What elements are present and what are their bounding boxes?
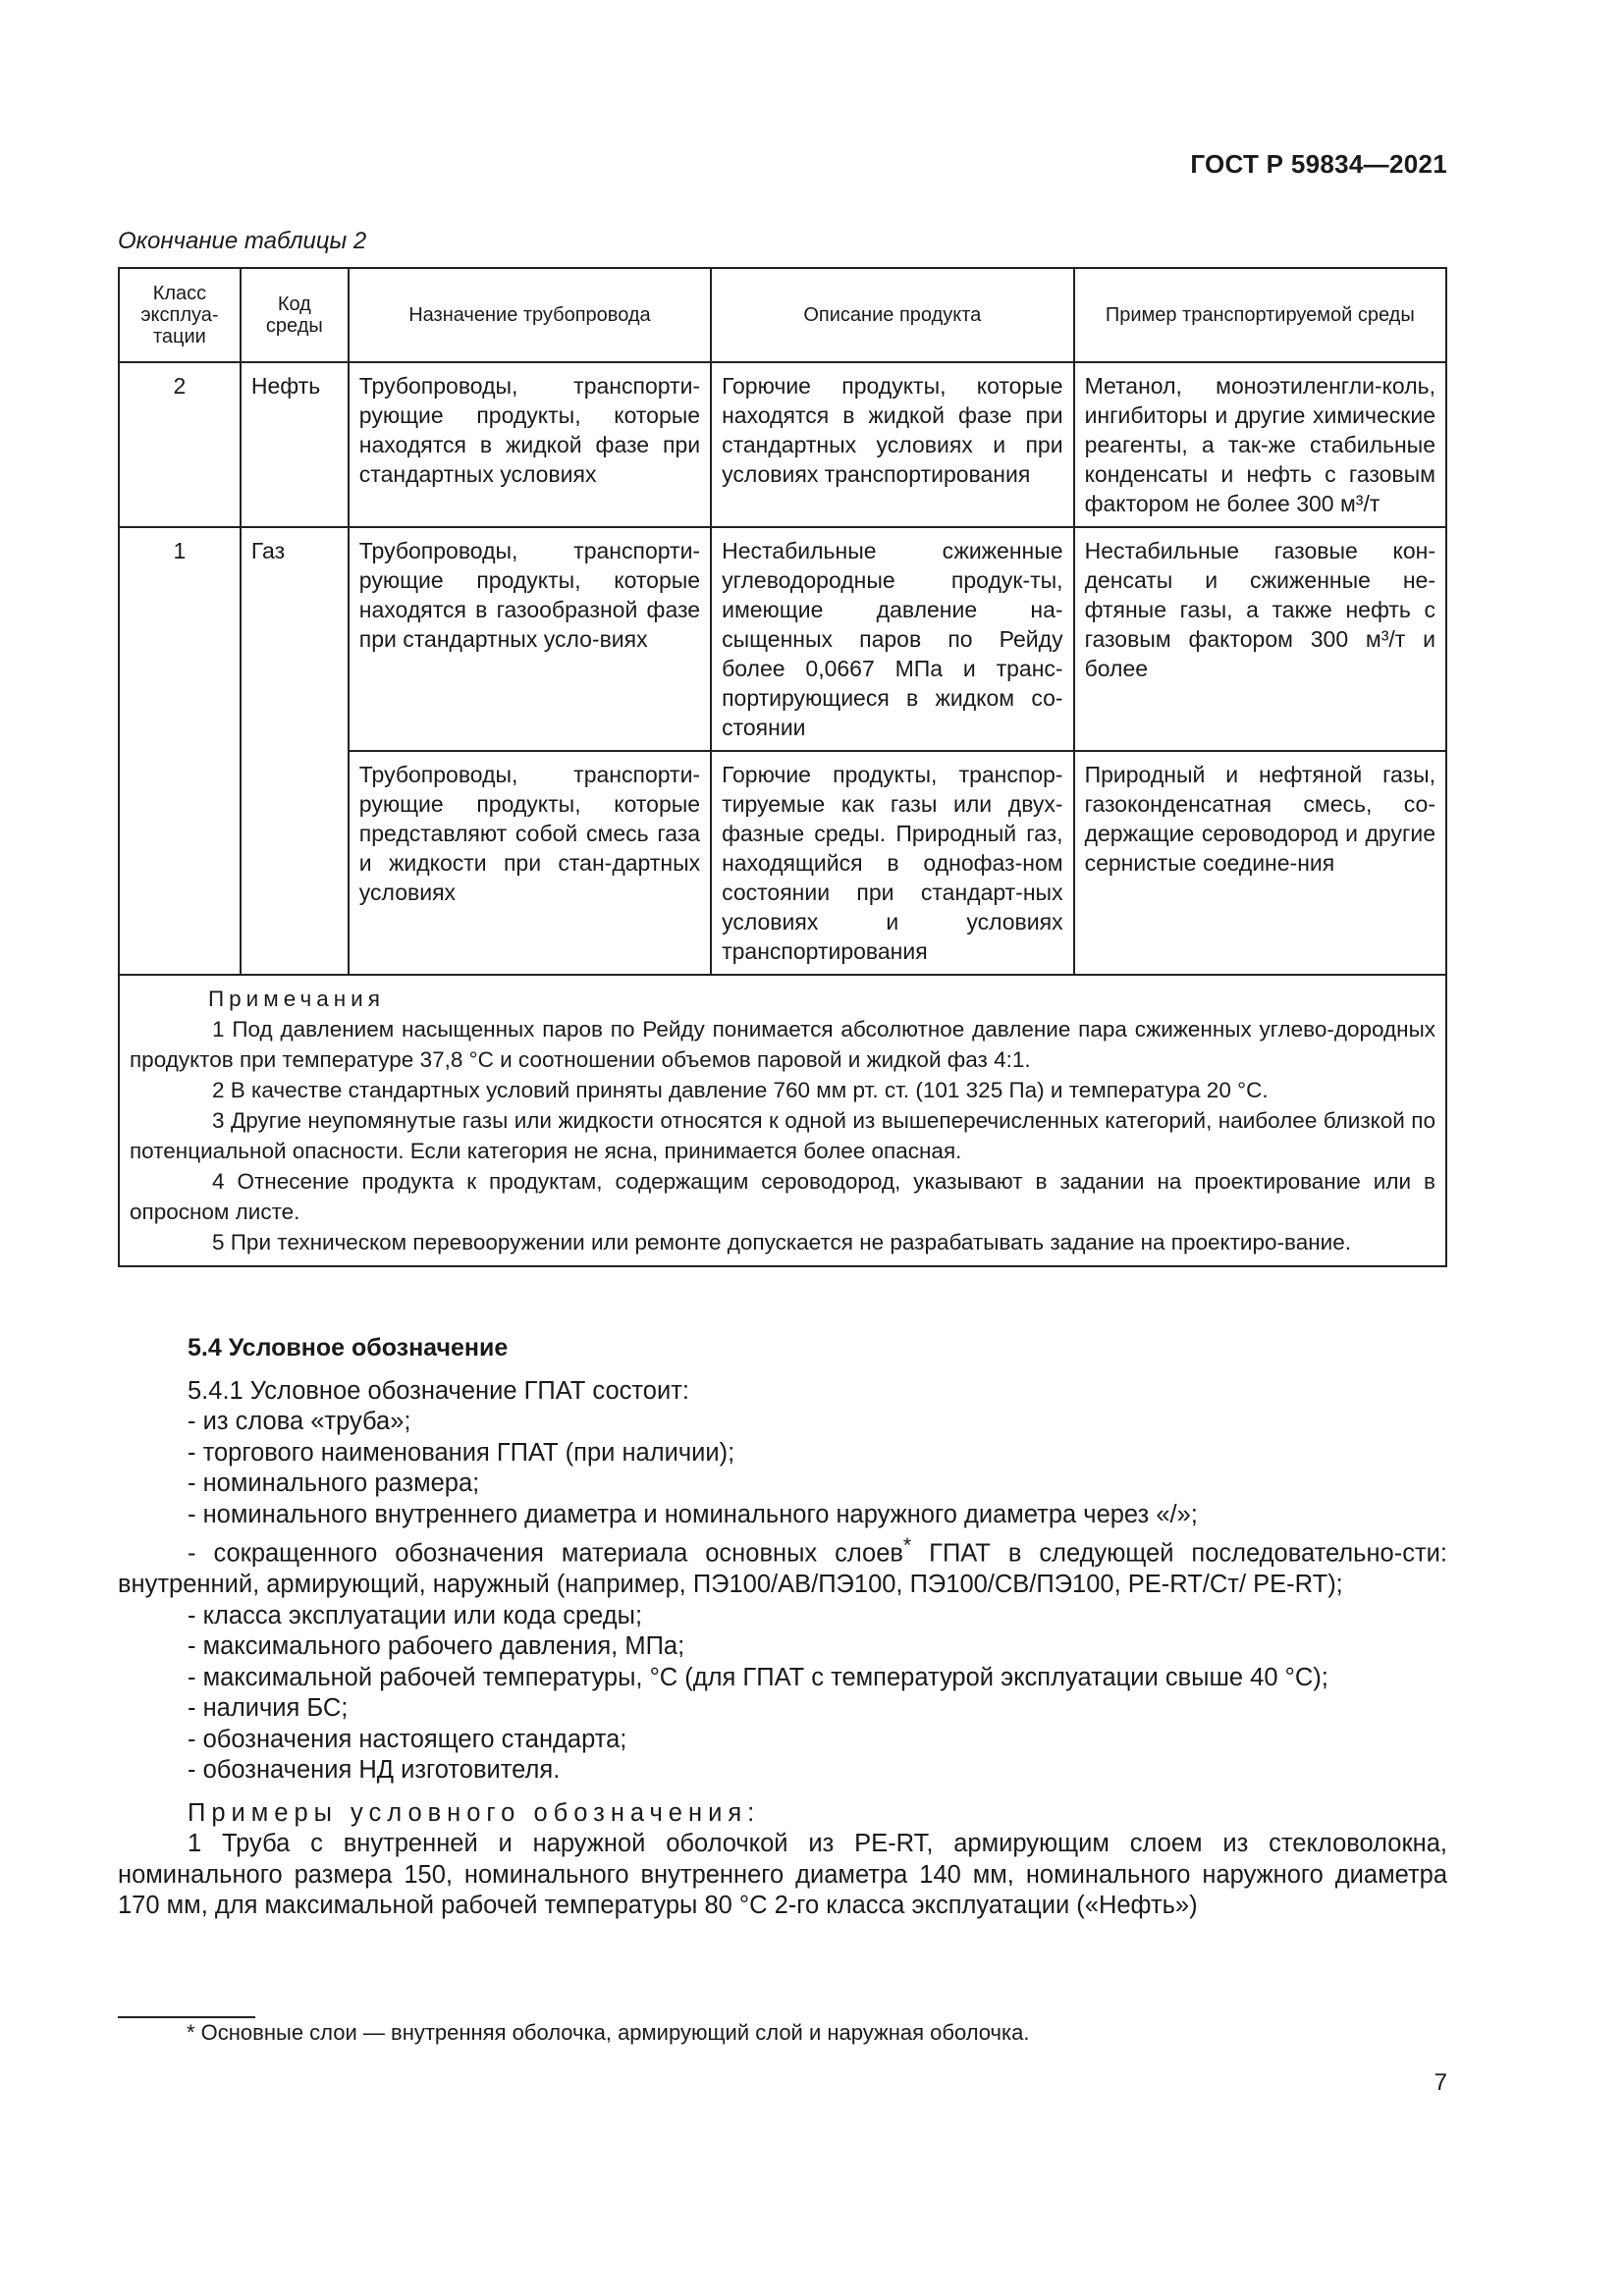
- examples-title: Примеры условного обозначения:: [188, 1798, 761, 1827]
- document-header: ГОСТ Р 59834—2021: [1190, 149, 1447, 179]
- header-code: Код среды: [241, 268, 349, 362]
- header-description: Описание продукта: [711, 268, 1073, 362]
- cell-class: 1: [119, 527, 241, 975]
- note-item: 2 В качестве стандартных условий приняты давление 760 мм рт. ст. (101 325 Па) и температура 20 °C.: [212, 1078, 1269, 1102]
- table-header-row: [119, 268, 1446, 362]
- table-row: [119, 527, 1446, 751]
- cell-description: Горючие продукты, транспор-тируемые как газы или двух-фазные среды. Природный газ, находящийся в однофаз-ном состоянии при стандарт-ных условиях и условиях транспортирования: [711, 751, 1073, 975]
- footnote: * Основные слои — внутренняя оболочка, армирующий слой и наружная оболочка.: [187, 2020, 1030, 2045]
- note-item: 1 Под давлением насыщенных паров по Рейду понимается абсолютное давление пара сжиженных углево-дородных продуктов при температуре 37,8 °C и соотношении объемов паровой и жидкой фаз 4:1.: [130, 1017, 1435, 1072]
- section-intro: 5.4.1 Условное обозначение ГПАТ состоит:: [188, 1376, 689, 1405]
- list-item: - наличия БС;: [188, 1694, 349, 1722]
- cell-code: Нефть: [241, 362, 349, 527]
- page-number: 7: [1434, 2069, 1447, 2096]
- note-item: 3 Другие неупомянутые газы или жидкости относятся к одной из вышеперечисленных категорий, наиболее близкой по потенциальной опасности. Если категория не ясна, принимается более опасная.: [130, 1108, 1435, 1163]
- example-text: 1 Труба с внутренней и наружной оболочкой из PE-RT, армирующим слоем из стекловолокна, номинального размера 150, номинального внутреннего диаметра 140 мм, номинального наружного диаметра 170 мм, для максимальной рабочей температуры 80 °C 2-го класса эксплуатации («Нефть»): [118, 1830, 1447, 1919]
- cell-code: Газ: [241, 527, 349, 975]
- section-content: [118, 1333, 1447, 1922]
- table-row: [119, 362, 1446, 527]
- classification-table: [118, 267, 1447, 1267]
- header-purpose: Назначение трубопровода: [349, 268, 711, 362]
- notes-title: Примечания: [208, 987, 385, 1011]
- table-caption: Окончание таблицы 2: [118, 228, 367, 254]
- list-item-continuation: ГПАТ в следующей последовательно-сти: внутренний, армирующий, наружный (например, ПЭ100/АВ/ПЭ100, ПЭ100/СВ/ПЭ100, PE-RT/Ст/ PE-RT);: [118, 1539, 1447, 1598]
- header-example: Пример транспортируемой среды: [1074, 268, 1446, 362]
- list-item: - максимальной рабочей температуры, °C (для ГПАТ с температурой эксплуатации свыше 40 °C);: [188, 1663, 1328, 1691]
- list-item: - обозначения НД изготовителя.: [188, 1756, 561, 1784]
- cell-purpose: Трубопроводы, транспорти-рующие продукты, которые находятся в газообразной фазе при стандартных усло-виях: [349, 527, 711, 751]
- note-item: 5 При техническом перевооружении или ремонте допускается не разрабатывать задание на проектиро-вание.: [212, 1230, 1351, 1255]
- cell-example: Метанол, моноэтиленгли-коль, ингибиторы и другие химические реагенты, а так-же стабильные конденсаты и нефть с газовым фактором не более 300 м³/т: [1074, 362, 1446, 527]
- list-item: - обозначения настоящего стандарта;: [188, 1725, 627, 1753]
- list-item: - номинального размера;: [188, 1469, 480, 1497]
- list-item: [118, 1530, 1447, 1601]
- notes-row: [119, 975, 1446, 1266]
- footnote-reference[interactable]: *: [902, 1533, 912, 1557]
- list-item: - из слова «труба»;: [188, 1408, 411, 1435]
- note-item: 4 Отнесение продукта к продуктам, содержащим сероводород, указывают в задании на проектирование или в опросном листе.: [130, 1169, 1435, 1224]
- list-item: - класса эксплуатации или кода среды;: [188, 1601, 643, 1629]
- cell-description: Горючие продукты, которые находятся в жидкой фазе при стандартных условиях и при условиях транспортирования: [711, 362, 1073, 527]
- cell-example: Нестабильные газовые кон-денсаты и сжиженные не-фтяные газы, а также нефть с газовым фактором 300 м³/т и более: [1074, 527, 1446, 751]
- list-item: - торгового наименования ГПАТ (при наличии);: [188, 1438, 735, 1467]
- list-item: - максимального рабочего давления, МПа;: [188, 1632, 685, 1660]
- footnote-divider: [118, 2016, 255, 2018]
- list-item: - номинального внутреннего диаметра и номинального наружного диаметра через «/»;: [188, 1500, 1198, 1528]
- section-title: 5.4 Условное обозначение: [188, 1334, 509, 1362]
- cell-class: 2: [119, 362, 241, 527]
- cell-purpose: Трубопроводы, транспорти-рующие продукты, которые представляют собой смесь газа и жидкости при стан-дартных условиях: [349, 751, 711, 975]
- cell-purpose: Трубопроводы, транспорти-рующие продукты, которые находятся в жидкой фазе при стандартных условиях: [349, 362, 711, 527]
- notes-cell: [119, 975, 1446, 1266]
- cell-description: Нестабильные сжиженные углеводородные продук-ты, имеющие давление на-сыщенных паров по Рейду более 0,0667 МПа и транс-портирующиеся в жидком со-стоянии: [711, 527, 1073, 751]
- cell-example: Природный и нефтяной газы, газоконденсатная смесь, со-держащие сероводород и другие сернистые соедине-ния: [1074, 751, 1446, 975]
- header-class: Класс эксплуа-тации: [119, 268, 241, 362]
- list-item-text: - сокращенного обозначения материала основных слоев: [188, 1539, 903, 1568]
